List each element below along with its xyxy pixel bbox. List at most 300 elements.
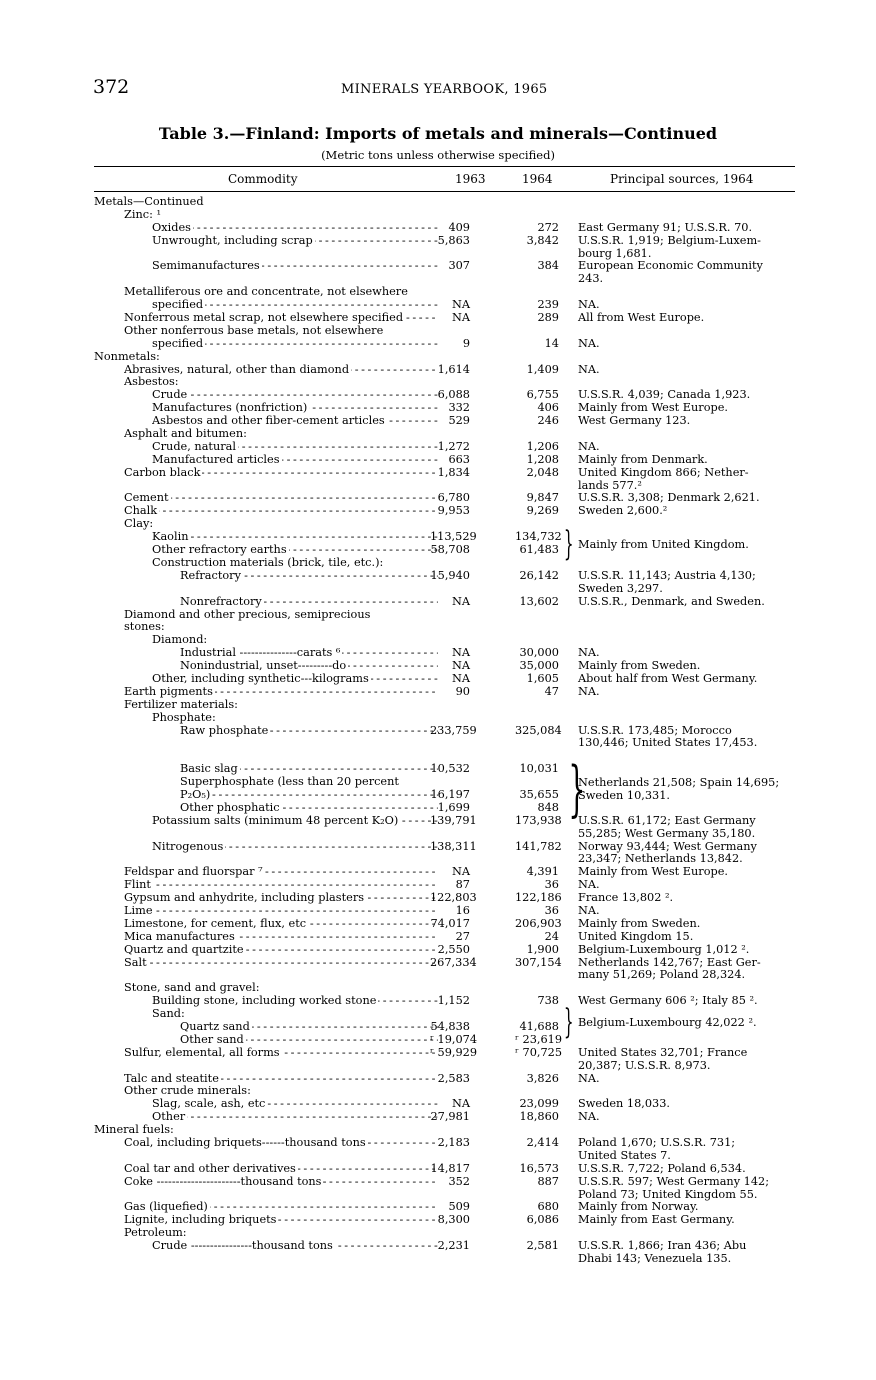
value-1964: 14 — [544, 336, 559, 350]
grouped-source-phosphate: Netherlands 21,508; Spain 14,695; — [578, 775, 780, 789]
value-1963: 267,334 — [430, 955, 477, 969]
table-row — [0, 918, 876, 931]
brace-phosphate: } — [568, 754, 586, 824]
brace-clay: } — [563, 524, 574, 564]
principal-sources: Mainly from Sweden. — [578, 916, 701, 930]
commodity-label: Oxides - - - — [152, 222, 438, 235]
value-1963: 2,231 — [437, 1239, 470, 1253]
commodity-label: Asbestos and other fiber-cement articles - - - — [152, 415, 438, 428]
value-1963: 113,529 — [430, 530, 477, 544]
header-top-rule — [94, 166, 795, 167]
commodity-label: Stone, sand and gravel: — [124, 982, 260, 995]
commodity-label: Coke ----------------------thousand tons - - - — [124, 1176, 438, 1189]
table-row — [0, 737, 876, 750]
value-1963: 9 — [462, 336, 470, 350]
commodity-label: Slag, scale, ash, etc - - - — [152, 1098, 438, 1111]
value-1963: NA — [451, 659, 470, 673]
value-1963: 15,940 — [430, 568, 470, 582]
value-1963: 6,088 — [437, 388, 470, 402]
principal-sources: Dhabi 143; Venezuela 135. — [578, 1252, 732, 1266]
principal-sources: U.S.S.R. 11,143; Austria 4,130; — [578, 568, 756, 582]
commodity-label: Sulfur, elemental, all forms - - - — [124, 1047, 438, 1060]
table-row — [0, 1111, 876, 1124]
value-1963: 529 — [448, 414, 470, 428]
table-row — [0, 892, 876, 905]
principal-sources: United States 32,701; France — [578, 1045, 748, 1059]
table-row — [0, 454, 876, 467]
principal-sources: Mainly from West Europe. — [578, 401, 728, 415]
value-1963: 16 — [455, 903, 470, 917]
value-1964: 1,208 — [526, 452, 559, 466]
table-row — [0, 828, 876, 841]
table-row — [0, 905, 876, 918]
table-row — [0, 222, 876, 235]
principal-sources: United States 7. — [578, 1148, 671, 1162]
principal-sources: West Germany 606 ²; Italy 85 ². — [578, 994, 758, 1008]
value-1963: 16,197 — [430, 787, 470, 801]
commodity-label: Other refractory earths - - - — [152, 544, 438, 557]
commodity-label: Quartz and quartzite - - - — [124, 944, 438, 957]
value-1964: 6,755 — [526, 388, 559, 402]
value-1964: 35,655 — [519, 787, 559, 801]
commodity-label: Diamond and other precious, semiprecious — [124, 608, 371, 621]
commodity-label: Manufactures (nonfriction) - - - — [152, 402, 438, 415]
value-1963: 5,863 — [437, 233, 470, 247]
table-row — [0, 402, 876, 415]
grouped-source-phosphate-cont: Sweden 10,331. — [578, 788, 670, 802]
table-subtitle: (Metric tons unless otherwise specified) — [321, 148, 555, 162]
principal-sources: U.S.S.R. 7,722; Poland 6,534. — [578, 1161, 746, 1175]
commodity-label: Gypsum and anhydrite, including plasters - - - — [124, 892, 438, 905]
table-row — [0, 1150, 876, 1163]
table-row — [0, 1047, 876, 1060]
value-1964: 2,581 — [526, 1239, 559, 1253]
table-row — [0, 570, 876, 583]
table-row — [0, 1176, 876, 1189]
table-row — [0, 299, 876, 312]
principal-sources: Mainly from West Europe. — [578, 865, 728, 879]
value-1964: 35,000 — [519, 659, 559, 673]
value-1963: 74,017 — [430, 916, 470, 930]
principal-sources: All from West Europe. — [578, 311, 705, 325]
value-1963: NA — [451, 594, 470, 608]
value-1964: 1,409 — [526, 362, 559, 376]
value-1963: 138,311 — [430, 839, 477, 853]
table-row — [0, 286, 876, 299]
principal-sources: Sweden 2,600.² — [578, 504, 668, 518]
commodity-label: Lignite, including briquets - - - — [124, 1214, 438, 1227]
principal-sources: Sweden 3,297. — [578, 581, 663, 595]
value-1963: 1,272 — [437, 439, 470, 453]
table-row — [0, 1253, 876, 1266]
value-1964: ʳ 70,725 — [515, 1045, 563, 1059]
table-row — [0, 815, 876, 828]
table-row — [0, 944, 876, 957]
table-row — [0, 1034, 876, 1047]
commodity-label: Semimanufactures - - - — [152, 260, 438, 273]
principal-sources: Norway 93,444; West Germany — [578, 839, 757, 853]
principal-sources: many 51,269; Poland 28,324. — [578, 968, 746, 982]
principal-sources: Poland 1,670; U.S.S.R. 731; — [578, 1136, 736, 1150]
commodity-label: Basic slag - - - — [180, 763, 438, 776]
commodity-label: Other, including synthetic---kilograms - - - — [152, 673, 438, 686]
commodity-label: Manufactured articles - - - — [152, 454, 438, 467]
value-1963: 9,953 — [437, 504, 470, 518]
commodity-label: Crude ----------------thousand tons - - - — [152, 1240, 438, 1253]
value-1964: 738 — [537, 994, 559, 1008]
value-1963: 122,803 — [430, 891, 477, 905]
commodity-label: Lime - - - — [124, 905, 438, 918]
value-1964: 848 — [537, 800, 559, 814]
table-row — [0, 1189, 876, 1202]
principal-sources: Poland 73; United Kingdom 55. — [578, 1187, 758, 1201]
principal-sources: NA. — [578, 1071, 600, 1085]
value-1963: 27,981 — [430, 1110, 470, 1124]
value-1964: 13,602 — [519, 594, 559, 608]
table-row — [0, 1137, 876, 1150]
commodity-label: Quartz sand - - - — [180, 1021, 438, 1034]
commodity-label: Raw phosphate - - - — [180, 725, 438, 738]
table-row — [0, 621, 876, 634]
commodity-label: Nonmetals: — [94, 350, 160, 363]
value-1963: NA — [451, 646, 470, 660]
commodity-label: Gas (liquefied) - - - — [124, 1201, 438, 1214]
table-row — [0, 995, 876, 1008]
commodity-label: Sand: — [152, 1008, 185, 1021]
commodity-label: Nonindustrial, unset---------do - - - — [180, 660, 438, 673]
table-row — [0, 969, 876, 982]
value-1963: 54,838 — [430, 1020, 470, 1033]
value-1963: 1,152 — [437, 994, 470, 1008]
principal-sources: U.S.S.R. 173,485; Morocco — [578, 723, 732, 737]
table-row — [0, 196, 876, 209]
value-1963: 87 — [455, 878, 470, 892]
principal-sources: United Kingdom 866; Nether- — [578, 465, 749, 479]
commodity-label: Kaolin - - - — [152, 531, 438, 544]
commodity-label: Superphosphate (less than 20 percent — [180, 776, 399, 789]
table-row — [0, 312, 876, 325]
principal-sources: U.S.S.R. 61,172; East Germany — [578, 813, 756, 827]
principal-sources: U.S.S.R. 1,866; Iran 436; Abu — [578, 1239, 747, 1253]
value-1964: 16,573 — [519, 1161, 559, 1175]
value-1964: ʳ 23,619 — [515, 1032, 563, 1046]
commodity-label: Metalliferous ore and concentrate, not elsewhere — [124, 286, 408, 299]
principal-sources: NA. — [578, 1110, 600, 1124]
commodity-label: Carbon black - - - — [124, 467, 438, 480]
principal-sources: West Germany 123. — [578, 414, 691, 428]
value-1963: 2,183 — [437, 1136, 470, 1150]
principal-sources: Netherlands 142,767; East Ger- — [578, 955, 761, 969]
table-row — [0, 428, 876, 441]
value-1963: 14,817 — [430, 1161, 470, 1175]
commodity-label: Petroleum: — [124, 1227, 187, 1240]
value-1964: 41,688 — [519, 1020, 559, 1033]
value-1963: 6,780 — [437, 491, 470, 505]
commodity-label: Fertilizer materials: — [124, 698, 238, 711]
commodity-label: Other - - - — [152, 1111, 438, 1124]
commodity-label: Limestone, for cement, flux, etc - - - — [124, 918, 438, 931]
commodity-label: Asphalt and bitumen: — [124, 428, 247, 441]
value-1963: NA — [451, 865, 470, 879]
value-1964: 1,900 — [526, 942, 559, 956]
commodity-label: Asbestos: — [124, 376, 179, 389]
commodity-label: Metals—Continued — [94, 196, 204, 208]
value-1964: 887 — [537, 1174, 559, 1188]
principal-sources: 20,387; U.S.S.R. 8,973. — [578, 1058, 711, 1072]
table-row — [0, 389, 876, 402]
value-1963: ʳ 59,929 — [430, 1045, 478, 1059]
commodity-label: Industrial ---------------carats ⁶ - - - — [180, 647, 438, 660]
value-1964: 61,483 — [519, 543, 559, 557]
commodity-label: Nitrogenous - - - — [152, 841, 438, 854]
value-1963: ʳ 19,074 — [430, 1032, 478, 1046]
table-row — [0, 712, 876, 725]
value-1964: 384 — [537, 259, 559, 273]
principal-sources: U.S.S.R. 1,919; Belgium-Luxem- — [578, 233, 761, 247]
value-1963: 233,759 — [430, 723, 477, 737]
commodity-label: Mineral fuels: — [94, 1124, 174, 1137]
table-row — [0, 673, 876, 686]
value-1963: NA — [451, 1097, 470, 1111]
commodity-label: Clay: — [124, 518, 154, 531]
table-row — [0, 1085, 876, 1098]
value-1964: 2,048 — [526, 465, 559, 479]
table-row — [0, 802, 876, 815]
value-1963: NA — [451, 298, 470, 312]
value-1963: 27 — [455, 929, 470, 943]
principal-sources: NA. — [578, 298, 600, 312]
value-1964: 680 — [537, 1200, 559, 1214]
value-1963: 1,834 — [437, 465, 470, 479]
commodity-label: Cement - - - — [124, 492, 438, 505]
value-1964: 141,782 — [515, 839, 562, 853]
commodity-label: Zinc: ¹ — [124, 208, 161, 221]
principal-sources: Mainly from Norway. — [578, 1200, 699, 1214]
value-1964: 26,142 — [519, 568, 559, 582]
table-row — [0, 699, 876, 712]
commodity-label: Coal tar and other derivatives - - - — [124, 1163, 438, 1176]
value-1964: 47 — [544, 684, 559, 698]
value-1964: 10,031 — [519, 762, 559, 776]
table-row — [0, 931, 876, 944]
table-row — [0, 647, 876, 660]
value-1964: 3,826 — [526, 1071, 559, 1085]
grouped-source-clay: Mainly from United Kingdom. — [578, 538, 749, 552]
value-1963: 2,583 — [437, 1071, 470, 1085]
value-1964: 2,414 — [526, 1136, 559, 1150]
value-1964: 23,099 — [519, 1097, 559, 1111]
commodity-label: Talc and steatite - - - — [124, 1073, 438, 1086]
principal-sources: 130,446; United States 17,453. — [578, 736, 758, 750]
principal-sources: U.S.S.R., Denmark, and Sweden. — [578, 594, 765, 608]
value-1963: 1,614 — [437, 362, 470, 376]
grouped-source-sand: Belgium-Luxembourg 42,022 ². — [578, 1015, 757, 1029]
value-1964: 406 — [537, 401, 559, 415]
value-1963: 332 — [448, 401, 470, 415]
value-1963: 663 — [448, 452, 470, 466]
value-1964: 325,084 — [515, 723, 562, 737]
value-1963: 352 — [448, 1174, 470, 1188]
table-row — [0, 260, 876, 273]
value-1964: 36 — [544, 903, 559, 917]
value-1964: 3,842 — [526, 233, 559, 247]
value-1964: 4,391 — [526, 865, 559, 879]
principal-sources: Belgium-Luxembourg 1,012 ². — [578, 942, 750, 956]
principal-sources: Mainly from Denmark. — [578, 452, 708, 466]
principal-sources: NA. — [578, 439, 600, 453]
table-row — [0, 1073, 876, 1086]
value-1964: 30,000 — [519, 646, 559, 660]
table-row — [0, 1060, 876, 1073]
header-1963: 1963 — [455, 172, 486, 186]
table-row — [0, 686, 876, 699]
table-row — [0, 634, 876, 647]
commodity-label: Abrasives, natural, other than diamond - - - — [124, 364, 438, 377]
commodity-label: Nonrefractory - - - — [180, 596, 438, 609]
commodity-label: Phosphate: — [152, 711, 216, 724]
table-row — [0, 609, 876, 622]
value-1963: 509 — [448, 1200, 470, 1214]
principal-sources: East Germany 91; U.S.S.R. 70. — [578, 220, 753, 234]
value-1964: 173,938 — [515, 813, 562, 827]
commodity-label: Building stone, including worked stone - - - — [152, 995, 438, 1008]
value-1963: 10,532 — [430, 762, 470, 776]
table-row — [0, 235, 876, 248]
table-row — [0, 853, 876, 866]
commodity-label: Other nonferrous base metals, not elsewhere — [124, 324, 384, 337]
table-row — [0, 866, 876, 879]
header-bottom-rule — [94, 191, 795, 192]
commodity-label: specified - - - — [152, 338, 438, 351]
commodity-label: specified - - - — [152, 299, 438, 312]
commodity-label: Unwrought, including scrap - - - — [152, 235, 438, 248]
table-row — [0, 1214, 876, 1227]
principal-sources: U.S.S.R. 597; West Germany 142; — [578, 1174, 770, 1188]
principal-sources: lands 577.² — [578, 478, 642, 492]
table-row — [0, 1163, 876, 1176]
header-commodity: Commodity — [228, 172, 298, 186]
commodity-label: P₂O₅) - - - — [180, 789, 438, 802]
commodity-label: Crude, natural - - - — [152, 441, 438, 454]
commodity-label: Other sand - - - — [180, 1034, 438, 1047]
value-1964: 239 — [537, 298, 559, 312]
commodity-label: Mica manufactures - - - — [124, 931, 438, 944]
commodity-label: Diamond: — [152, 634, 208, 647]
value-1963: 90 — [455, 684, 470, 698]
header-sources: Principal sources, 1964 — [610, 172, 754, 186]
principal-sources: NA. — [578, 684, 600, 698]
principal-sources: European Economic Community — [578, 259, 763, 273]
table-row — [0, 338, 876, 351]
commodity-label: Refractory - - - — [180, 570, 438, 583]
value-1964: 36 — [544, 878, 559, 892]
value-1964: 1,605 — [526, 671, 559, 685]
principal-sources: 55,285; West Germany 35,180. — [578, 826, 756, 840]
value-1964: 307,154 — [515, 955, 562, 969]
table-row — [0, 1240, 876, 1253]
header-1964: 1964 — [522, 172, 553, 186]
value-1964: 134,732 — [515, 530, 562, 544]
commodity-label: Flint - - - — [124, 879, 438, 892]
principal-sources: NA. — [578, 903, 600, 917]
table-row — [0, 441, 876, 454]
value-1964: 289 — [537, 311, 559, 325]
value-1964: 9,847 — [526, 491, 559, 505]
value-1964: 206,903 — [515, 916, 562, 930]
table-row — [0, 209, 876, 222]
table-row — [0, 583, 876, 596]
table-row — [0, 273, 876, 286]
commodity-label: Other crude minerals: — [124, 1085, 251, 1098]
commodity-label: Potassium salts (minimum 48 percent K₂O) - - - — [152, 815, 438, 828]
value-1963: 58,708 — [430, 543, 470, 557]
page-number: 372 — [93, 76, 130, 98]
table-row — [0, 415, 876, 428]
value-1964: 246 — [537, 414, 559, 428]
commodity-label: Chalk - - - — [124, 505, 438, 518]
principal-sources: United Kingdom 15. — [578, 929, 694, 943]
commodity-label: Other phosphatic - - - — [180, 802, 438, 815]
commodity-label: Salt - - - — [124, 957, 438, 970]
value-1963: 139,791 — [430, 813, 477, 827]
commodity-label: Nonferrous metal scrap, not elsewhere specified - - - — [124, 312, 438, 325]
principal-sources: About half from West Germany. — [578, 671, 758, 685]
value-1963: NA — [451, 671, 470, 685]
value-1963: 1,699 — [437, 800, 470, 814]
principal-sources: 23,347; Netherlands 13,842. — [578, 852, 743, 866]
value-1964: 122,186 — [515, 891, 562, 905]
value-1963: 8,300 — [437, 1213, 470, 1227]
value-1963: NA — [451, 311, 470, 325]
table-row — [0, 763, 876, 776]
commodity-label: Crude - - - — [152, 389, 438, 402]
commodity-label: Construction materials (brick, tile, etc.): — [152, 556, 384, 569]
value-1964: 6,086 — [526, 1213, 559, 1227]
principal-sources: Mainly from East Germany. — [578, 1213, 735, 1227]
principal-sources: bourg 1,681. — [578, 246, 652, 260]
principal-sources: Sweden 18,033. — [578, 1097, 670, 1111]
value-1964: 18,860 — [519, 1110, 559, 1124]
value-1964: 272 — [537, 220, 559, 234]
table-title: Table 3.—Finland: Imports of metals and minerals—Continued — [158, 124, 718, 143]
principal-sources: NA. — [578, 878, 600, 892]
table-row — [0, 364, 876, 377]
principal-sources: 243. — [578, 272, 604, 286]
principal-sources: Mainly from Sweden. — [578, 659, 701, 673]
table-body — [0, 196, 876, 1266]
commodity-label: Coal, including briquets------thousand tons - - - — [124, 1137, 438, 1150]
commodity-label: Feldspar and fluorspar ⁷ - - - — [124, 866, 438, 879]
value-1964: 1,206 — [526, 439, 559, 453]
table-row — [0, 467, 876, 480]
value-1964: 9,269 — [526, 504, 559, 518]
running-head: MINERALS YEARBOOK, 1965 — [341, 82, 548, 97]
table-row — [0, 325, 876, 338]
table-row — [0, 505, 876, 518]
principal-sources: U.S.S.R. 4,039; Canada 1,923. — [578, 388, 751, 402]
table-row — [0, 841, 876, 854]
principal-sources: U.S.S.R. 3,308; Denmark 2,621. — [578, 491, 760, 505]
commodity-label: stones: — [124, 621, 165, 634]
principal-sources: NA. — [578, 362, 600, 376]
commodity-label: Earth pigments - - - — [124, 686, 438, 699]
table-row — [0, 351, 876, 364]
principal-sources: NA. — [578, 336, 600, 350]
value-1964: 24 — [544, 929, 559, 943]
value-1963: 307 — [448, 259, 470, 273]
principal-sources: France 13,802 ². — [578, 891, 674, 905]
brace-sand: } — [563, 1001, 574, 1041]
